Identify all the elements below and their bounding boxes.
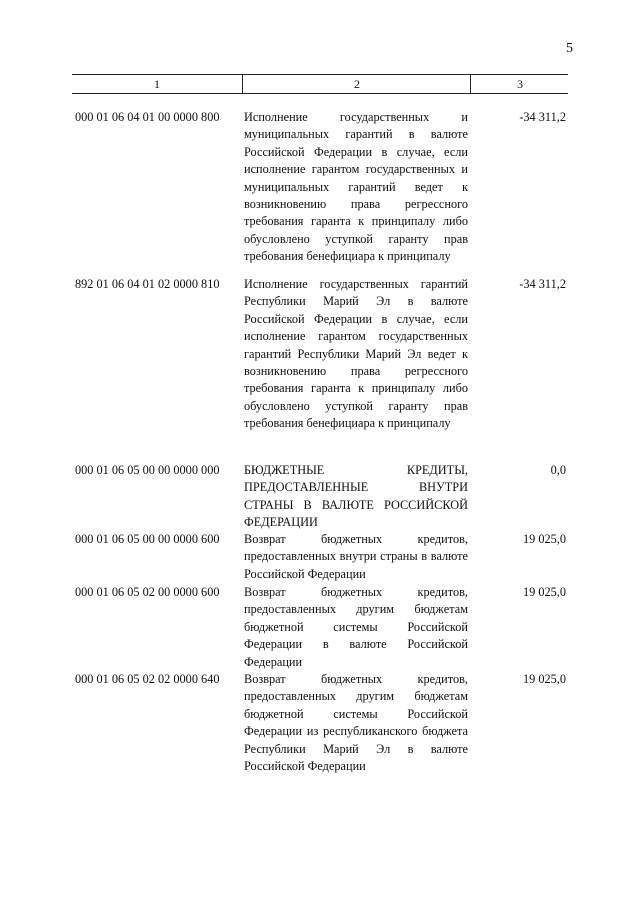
row-amount: 19 025,0 <box>522 672 566 686</box>
page-number: 5 <box>566 41 573 56</box>
table-header <box>72 74 568 94</box>
row-amount: -34 311,2 <box>519 110 566 124</box>
row-code: 000 01 06 05 02 00 0000 600 <box>75 585 220 599</box>
row-amount: 19 025,0 <box>522 532 566 546</box>
row-code: 000 01 06 04 01 00 0000 800 <box>75 110 220 124</box>
row-code: 000 01 06 05 00 00 0000 600 <box>75 532 220 546</box>
row-code: 000 01 06 05 02 02 0000 640 <box>75 672 220 686</box>
row-description: Возврат бюджетных кредитов, предоставленных внутри страны в валюте Российской Федерации <box>244 532 468 581</box>
column-header-code: 1 <box>154 77 160 91</box>
row-code: 892 01 06 04 01 02 0000 810 <box>75 277 220 291</box>
column-header-description: 2 <box>242 75 471 93</box>
row-description: Исполнение государственных гарантий Республики Марий Эл в валюте Российской Федерации в случае, если исполнение гарантом государственных гарантий Республики Марий Эл ведет к возникновению права регрессного требования гаранта к принципалу либо обусловлено уступкой гаранту прав требования бенефициара к принципалу <box>244 277 468 431</box>
row-description: Исполнение государственных и муниципальных гарантий в валюте Российской Федерации в случае, если исполнение гарантом государственных и муниципальных гарантий ведет к возникновению права регрессного требования гаранта к принципалу либо обусловлено уступкой гаранту прав требования бенефициара к принципалу <box>244 110 468 264</box>
row-code: 000 01 06 05 00 00 0000 000 <box>75 463 220 477</box>
column-header-amount: 3 <box>470 75 569 93</box>
row-amount: 19 025,0 <box>522 585 566 599</box>
row-description: БЮДЖЕТНЫЕ КРЕДИТЫ, ПРЕДОСТАВЛЕННЫЕ ВНУТРИ СТРАНЫ В ВАЛЮТЕ РОССИЙСКОЙ ФЕДЕРАЦИИ <box>244 463 468 530</box>
row-amount: -34 311,2 <box>519 277 566 291</box>
row-amount: 0,0 <box>550 463 566 477</box>
row-description: Возврат бюджетных кредитов, предоставленных другим бюджетам бюджетной системы Российской Федерации из республиканского бюджета Республики Марий Эл в валюте Российской Федерации <box>244 672 468 774</box>
row-description: Возврат бюджетных кредитов, предоставленных другим бюджетам бюджетной системы Российской Федерации в валюте Российской Федерации <box>244 585 468 669</box>
